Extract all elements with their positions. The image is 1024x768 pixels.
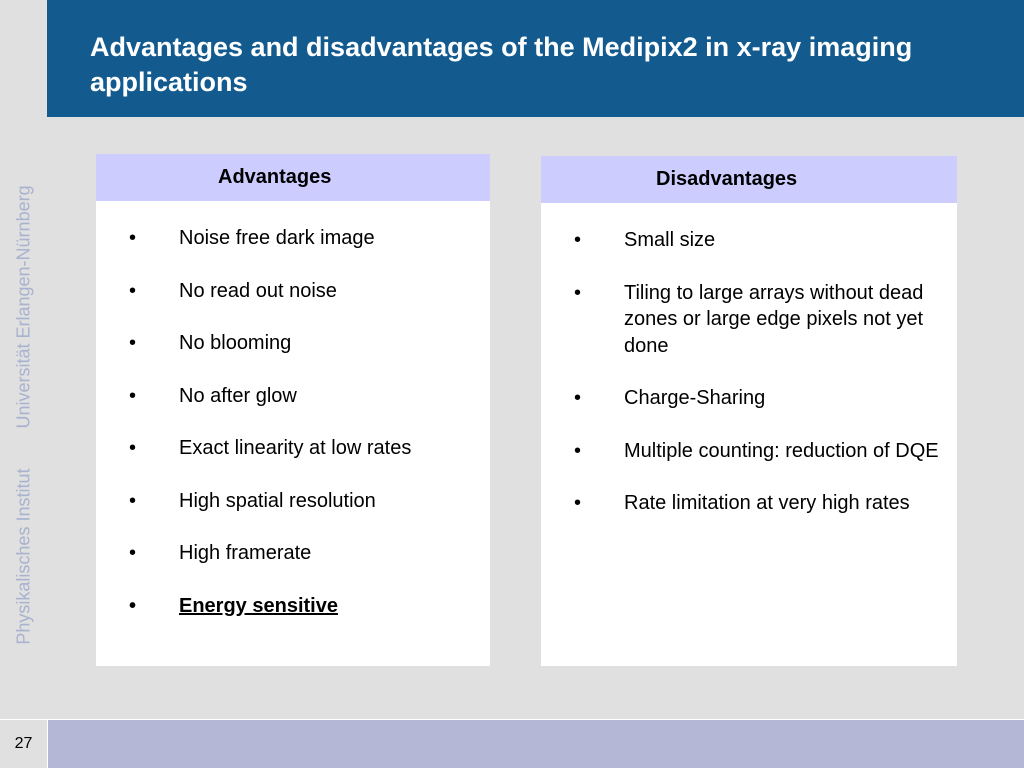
list-item: • No after glow — [96, 383, 490, 410]
list-item: • High framerate — [96, 540, 490, 567]
list-item: • No read out noise — [96, 278, 490, 305]
list-item: • Small size — [541, 227, 957, 254]
list-item: • High spatial resolution — [96, 488, 490, 515]
list-item-emphasized: • Energy sensitive — [96, 593, 490, 620]
list-item: • Noise free dark image — [96, 225, 490, 252]
slide-title: Advantages and disadvantages of the Medipix2 in x-ray imaging applications — [90, 32, 913, 97]
institution-label — [14, 185, 35, 644]
side-strip — [0, 0, 47, 720]
disadvantages-list — [541, 203, 957, 517]
list-item: • Charge-Sharing — [541, 385, 957, 412]
page-number: 27 — [0, 720, 47, 768]
list-item: • Multiple counting: reduction of DQE — [541, 438, 957, 465]
list-item: • No blooming — [96, 330, 490, 357]
title-bar — [47, 0, 1024, 117]
advantages-box — [96, 154, 490, 666]
institute-name: Physikalisches Institut — [13, 468, 34, 645]
university-name: Universität Erlangen-Nürnberg — [13, 185, 34, 429]
footer-bar — [47, 720, 1024, 768]
disadvantages-box — [541, 156, 957, 666]
list-item: • Rate limitation at very high rates — [541, 490, 957, 517]
list-item: • Exact linearity at low rates — [96, 435, 490, 462]
disadvantages-heading: Disadvantages — [541, 156, 957, 203]
advantages-heading: Advantages — [96, 154, 490, 201]
advantages-list — [96, 201, 490, 619]
list-item: • Tiling to large arrays without dead zones or large edge pixels not yet done — [541, 280, 957, 360]
footer-separator — [47, 720, 48, 768]
slide-content — [47, 117, 1024, 720]
